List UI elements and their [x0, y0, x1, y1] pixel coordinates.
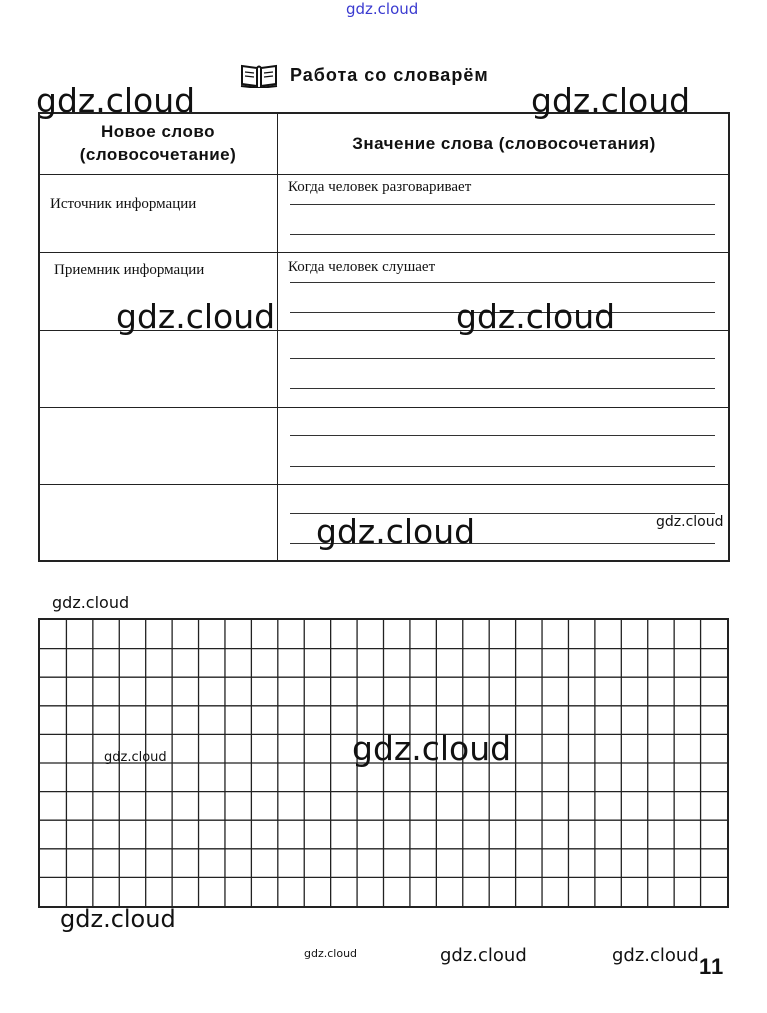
column-divider	[277, 114, 278, 560]
row-word: Источник информации	[50, 196, 197, 212]
row-meaning: Когда человек слушает	[288, 259, 436, 275]
watermark: gdz.cloud	[52, 593, 130, 612]
watermark: gdz.cloud	[36, 81, 196, 120]
writing-line	[290, 388, 715, 389]
watermark-top: gdz.cloud	[346, 0, 419, 18]
row-divider	[40, 252, 728, 253]
section-heading	[240, 60, 489, 90]
watermark: gdz.cloud	[316, 512, 476, 551]
watermark: gdz.cloud	[116, 297, 276, 336]
book-icon	[240, 62, 278, 88]
writing-line	[290, 466, 715, 467]
watermark: gdz.cloud	[60, 905, 176, 933]
watermark: gdz.cloud	[304, 947, 358, 960]
writing-line	[290, 435, 715, 436]
watermark: gdz.cloud	[352, 729, 512, 768]
header-meaning: Значение слова (словосочетания)	[352, 133, 656, 153]
watermark: gdz.cloud	[104, 750, 167, 765]
watermark: gdz.cloud	[440, 945, 527, 966]
row-word: Приемник информации	[54, 262, 205, 278]
watermark: gdz.cloud	[656, 514, 724, 530]
page-number: 11	[699, 954, 725, 979]
header-word: Новое слово (словосочетание)	[79, 122, 237, 164]
writing-line	[290, 234, 715, 235]
watermark: gdz.cloud	[531, 81, 691, 120]
row-divider	[40, 484, 728, 485]
watermark: gdz.cloud	[456, 297, 616, 336]
writing-line	[290, 282, 715, 283]
writing-line	[290, 204, 715, 205]
watermark: gdz.cloud	[612, 945, 699, 966]
row-meaning: Когда человек разговаривает	[288, 179, 472, 195]
row-divider	[40, 407, 728, 408]
section-title: Работа со словарём	[290, 64, 489, 85]
writing-line	[290, 358, 715, 359]
row-divider	[40, 174, 728, 175]
vocabulary-table	[38, 112, 730, 562]
